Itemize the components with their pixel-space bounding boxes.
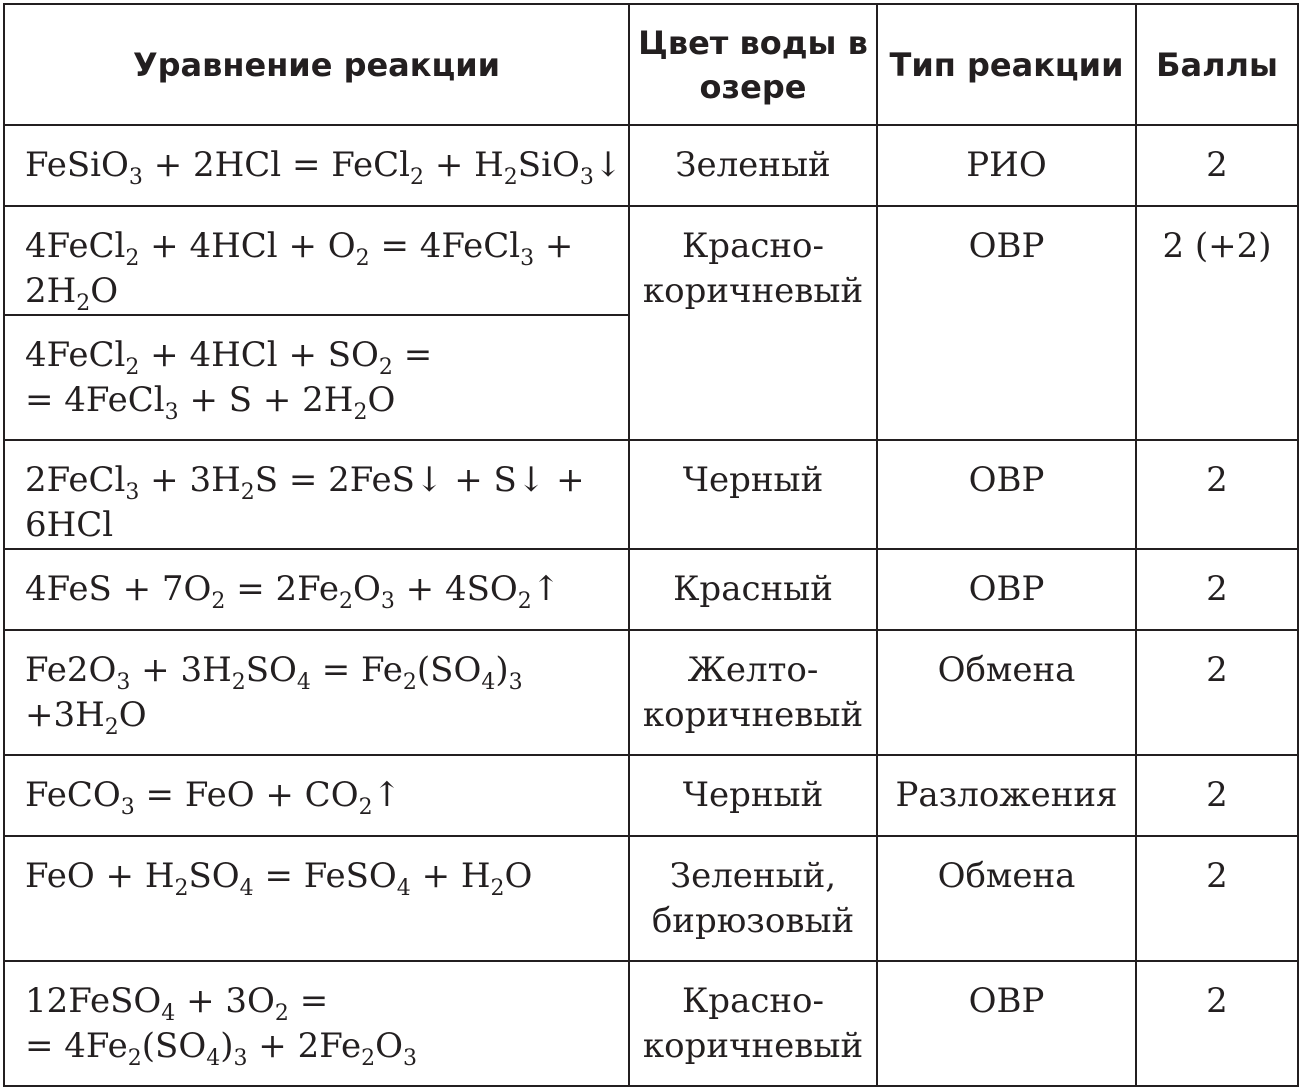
table-row [4, 206, 1298, 315]
table-row [4, 125, 1298, 206]
header-row [4, 4, 1298, 125]
points-cell: 2 [1136, 961, 1298, 1086]
color-cell: Красно-коричневый [629, 961, 877, 1086]
points-cell: 2 [1136, 125, 1298, 206]
type-cell: Обмена [877, 836, 1136, 961]
color-cell: Красно-коричневый [629, 206, 877, 440]
type-cell: ОВР [877, 440, 1136, 549]
color-cell: Желто-коричневый [629, 630, 877, 755]
type-cell: РИО [877, 125, 1136, 206]
equation-cell: 4FeCl$_2$ + $4HCl + O_2$ = 4FeCl$_3$ + $2H_2O$ [4, 206, 629, 315]
type-cell: ОВР [877, 206, 1136, 440]
equation-cell: FeSiO$_3$ + 2HCl = FeCl$_2$ + $H_2SiO_3↓$ [4, 125, 629, 206]
header-color: Цвет воды в озере [629, 4, 877, 125]
color-cell: Зеленый, бирюзовый [629, 836, 877, 961]
header-type: Тип реакции [877, 4, 1136, 125]
equation-cell: 12FeSO$_4$ + $3O_2$ = = $4Fe_2(SO_4)_3 + 2Fe_2O_3$ [4, 961, 629, 1086]
color-cell: Красный [629, 549, 877, 630]
table-row [4, 440, 1298, 549]
equation-cell: $Fe2O_3 + 3H_2SO_4 = Fe_2(SO_4)_3 +3H_2O$ [4, 630, 629, 755]
points-cell: 2 [1136, 836, 1298, 961]
type-cell: Обмена [877, 630, 1136, 755]
table-row [4, 961, 1298, 1086]
reactions-table [3, 3, 1299, 1087]
color-cell: Черный [629, 440, 877, 549]
table-row [4, 836, 1298, 961]
equation-cell: FeCO$_3$ = FeO + $CO_2↑$ [4, 755, 629, 836]
header-equation: Уравнение реакции [4, 4, 629, 125]
points-cell: 2 [1136, 755, 1298, 836]
points-cell: 2 (+2) [1136, 206, 1298, 440]
color-cell: Черный [629, 755, 877, 836]
type-cell: ОВР [877, 549, 1136, 630]
header-points: Баллы [1136, 4, 1298, 125]
points-cell: 2 [1136, 549, 1298, 630]
points-cell: 2 [1136, 440, 1298, 549]
type-cell: ОВР [877, 961, 1136, 1086]
type-cell: Разложения [877, 755, 1136, 836]
points-cell: 2 [1136, 630, 1298, 755]
equation-cell: FeO + $H_2SO_4$ = FeSO$_4$ + $H_2O$ [4, 836, 629, 961]
equation-cell: 2FeCl$_3$ + $3H_2S$ = 2FeS↓ + S↓ + 6HCl [4, 440, 629, 549]
table-row [4, 755, 1298, 836]
equation-cell: 4FeCl$_2$ + $4HCl + SO_2$ = = 4FeCl$_3$ + $S + 2H_2O$ [4, 315, 629, 440]
equation-cell: $4FeS + 7O_2 = 2Fe_2O_3$ + $4SO_2↑$ [4, 549, 629, 630]
table-row [4, 630, 1298, 755]
color-cell: Зеленый [629, 125, 877, 206]
table-row [4, 549, 1298, 630]
